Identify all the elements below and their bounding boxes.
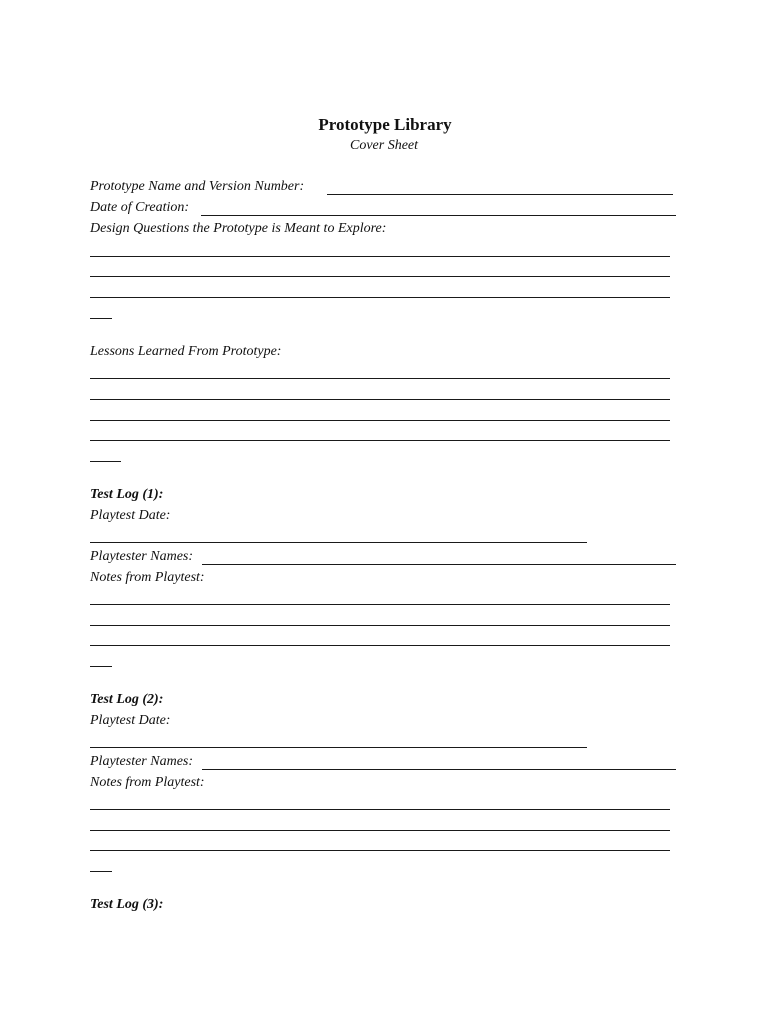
test-log-2-notes-line-2[interactable] (90, 830, 670, 831)
design-questions-label: Design Questions the Prototype is Meant to Explore: (90, 221, 387, 236)
test-log-2-playtester-names-label: Playtester Names: (90, 754, 194, 769)
test-log-2-heading: Test Log (2): (90, 692, 164, 707)
prototype-name-line[interactable] (327, 194, 673, 195)
lessons-learned-label: Lessons Learned From Prototype: (90, 344, 282, 359)
test-log-2-playtest-date-label: Playtest Date: (90, 713, 171, 728)
test-log-1-notes-line-4[interactable] (90, 666, 112, 667)
lessons-learned-line-1[interactable] (90, 378, 670, 379)
test-log-1-notes-line-2[interactable] (90, 625, 670, 626)
test-log-2-playtest-date-line[interactable] (90, 747, 587, 748)
test-log-1-playtester-names-label: Playtester Names: (90, 549, 194, 564)
test-log-2-notes-line-3[interactable] (90, 850, 670, 851)
test-log-1-playtest-date-line[interactable] (90, 542, 587, 543)
test-log-3-heading: Test Log (3): (90, 897, 164, 912)
test-log-2-notes-line-1[interactable] (90, 809, 670, 810)
test-log-1-notes-line-1[interactable] (90, 604, 670, 605)
test-log-1-heading: Test Log (1): (90, 487, 164, 502)
test-log-1-playtester-names-line[interactable] (202, 564, 676, 565)
lessons-learned-line-2[interactable] (90, 399, 670, 400)
date-of-creation-label: Date of Creation: (90, 200, 190, 215)
test-log-2-playtester-names-line[interactable] (202, 769, 676, 770)
lessons-learned-line-5[interactable] (90, 461, 121, 462)
date-of-creation-line[interactable] (201, 215, 676, 216)
test-log-1-notes-label: Notes from Playtest: (90, 570, 205, 585)
prototype-name-label: Prototype Name and Version Number: (90, 179, 305, 194)
design-questions-line-2[interactable] (90, 276, 670, 277)
page-title: Prototype Library (318, 115, 452, 134)
test-log-2-notes-label: Notes from Playtest: (90, 775, 205, 790)
page-subtitle: Cover Sheet (349, 138, 419, 153)
test-log-2-notes-line-4[interactable] (90, 871, 112, 872)
design-questions-line-3[interactable] (90, 297, 670, 298)
lessons-learned-line-3[interactable] (90, 420, 670, 421)
design-questions-line-1[interactable] (90, 256, 670, 257)
test-log-1-playtest-date-label: Playtest Date: (90, 508, 171, 523)
design-questions-line-4[interactable] (90, 318, 112, 319)
lessons-learned-line-4[interactable] (90, 440, 670, 441)
test-log-1-notes-line-3[interactable] (90, 645, 670, 646)
